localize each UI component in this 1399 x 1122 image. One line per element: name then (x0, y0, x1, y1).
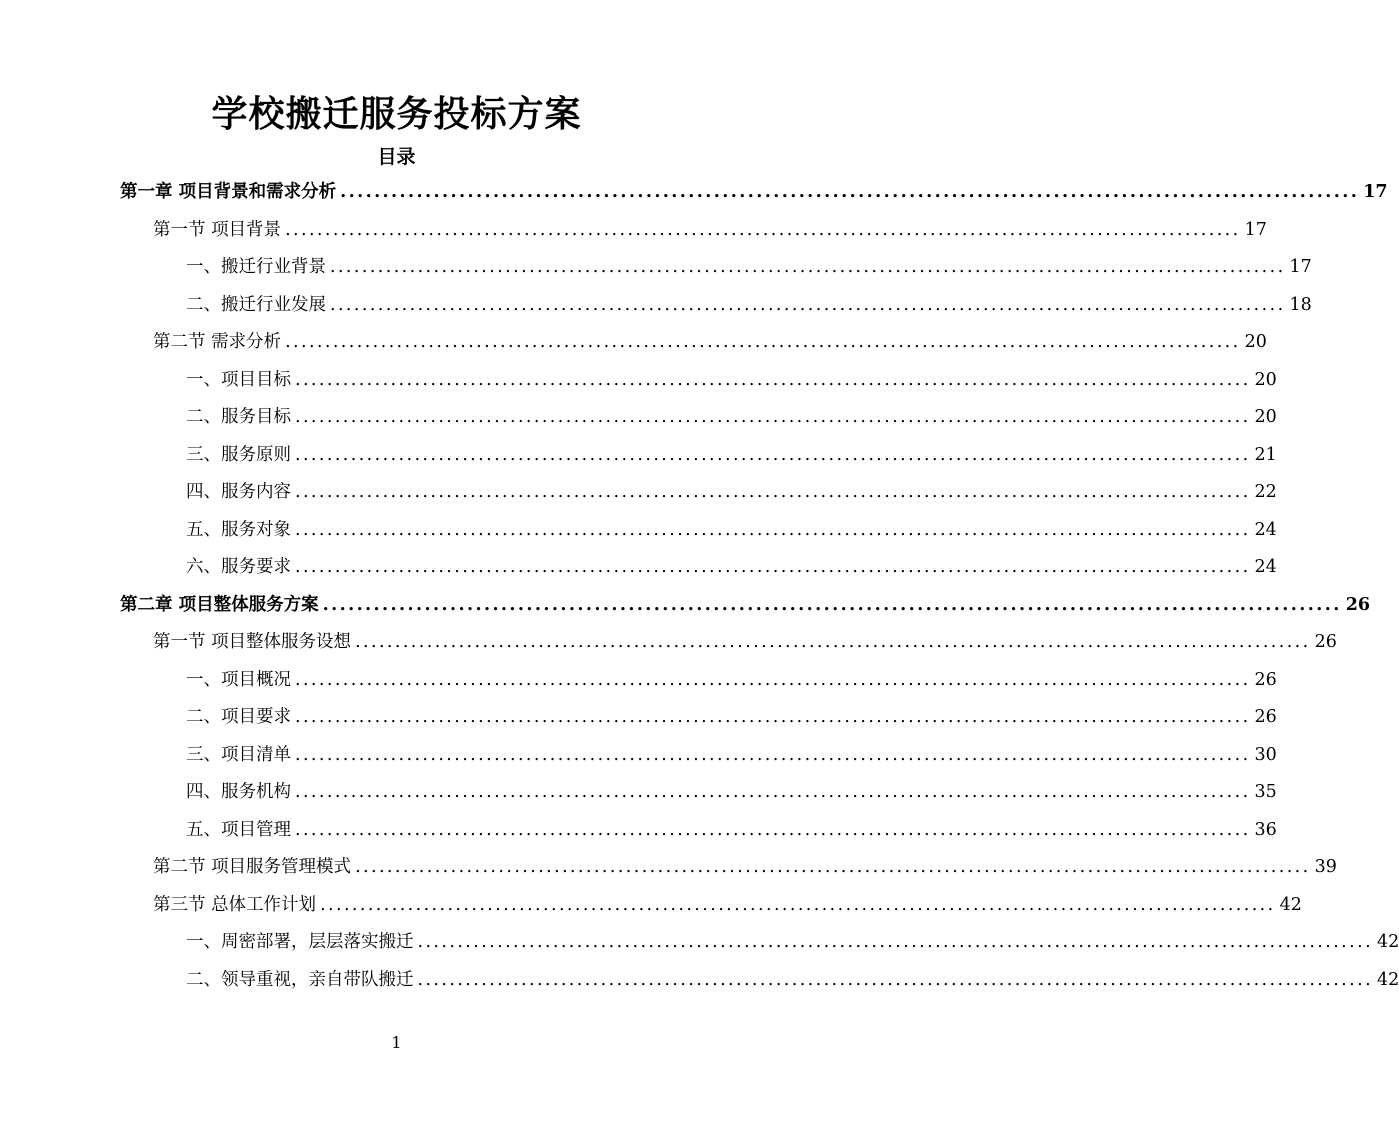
toc-leader-dots: ........................................................................................................................ (322, 594, 1342, 615)
toc-leader-dots: ........................................................................................................................ (295, 744, 1251, 765)
toc-entry-label: 一、项目目标 (186, 369, 291, 390)
toc-entry-label: 第一节 项目整体服务设想 (153, 632, 352, 652)
toc-entry[interactable] (0, 549, 1277, 586)
toc-entry[interactable] (0, 512, 1277, 549)
toc-leader-dots: ........................................................................................................................ (340, 182, 1360, 202)
toc-entry-page: 42 (1279, 894, 1302, 915)
toc-entry-page: 26 (1345, 594, 1371, 615)
toc-entry-label: 第一节 项目背景 (153, 219, 282, 240)
toc-entry[interactable] (0, 437, 1277, 474)
toc-entry[interactable] (0, 324, 1267, 361)
toc-entry-label: 二、领导重视，亲自带队搬迁 (186, 969, 414, 990)
toc-entry[interactable] (0, 924, 1399, 961)
toc-entry-label: 四、服务机构 (186, 782, 291, 802)
toc-entry-label: 二、项目要求 (186, 707, 291, 727)
toc-entry-page: 30 (1254, 744, 1277, 765)
toc-leader-dots: ........................................................................................................................ (330, 257, 1286, 277)
toc-entry-page: 20 (1254, 407, 1277, 427)
toc-entry-label: 第二章 项目整体服务方案 (120, 594, 319, 615)
toc-entry-label: 五、项目管理 (186, 819, 291, 840)
toc-heading: 目录 (377, 146, 416, 168)
toc-entry-label: 二、搬迁行业发展 (186, 294, 326, 315)
toc-entry[interactable] (0, 812, 1277, 849)
toc-entry[interactable] (0, 212, 1267, 249)
toc-entry[interactable] (0, 287, 1312, 324)
toc-leader-dots: ........................................................................................................................ (295, 557, 1251, 577)
toc-entry-page: 24 (1254, 557, 1277, 577)
toc-entry-label: 第三节 总体工作计划 (153, 894, 317, 915)
toc-entry-page: 17 (1244, 219, 1267, 240)
toc-entry[interactable] (0, 662, 1277, 699)
toc-leader-dots: ........................................................................................................................ (295, 369, 1251, 390)
toc-entry[interactable] (0, 399, 1277, 436)
toc-entry-page: 22 (1254, 482, 1277, 502)
toc-entry-label: 第一章 项目背景和需求分析 (120, 182, 337, 202)
toc-entry[interactable] (0, 737, 1277, 774)
toc-entry-page: 20 (1254, 369, 1277, 390)
toc-entry-page: 24 (1254, 519, 1277, 540)
toc-leader-dots: ........................................................................................................................ (295, 482, 1251, 502)
toc-entry-label: 第二节 项目服务管理模式 (153, 857, 352, 877)
toc-entry[interactable] (0, 887, 1302, 924)
toc-entry-page: 26 (1254, 669, 1277, 690)
toc-entry-page: 36 (1254, 819, 1277, 840)
toc-entry[interactable] (0, 849, 1337, 886)
toc-entry-label: 六、服务要求 (186, 557, 291, 577)
toc-entry-page: 18 (1289, 294, 1312, 315)
toc-leader-dots: ........................................................................................................................ (285, 219, 1241, 240)
toc-entry-label: 三、项目清单 (186, 744, 291, 765)
toc-leader-dots: ........................................................................................................................ (295, 669, 1251, 690)
toc-entry-label: 一、搬迁行业背景 (186, 257, 326, 277)
toc-entry-page: 17 (1289, 257, 1312, 277)
toc-leader-dots: ........................................................................................................................ (295, 782, 1251, 802)
toc-entry-page: 20 (1244, 332, 1267, 352)
toc-entry-label: 三、服务原则 (186, 444, 291, 465)
toc-leader-dots: ........................................................................................................................ (320, 894, 1276, 915)
toc-entry-label: 一、周密部署，层层落实搬迁 (186, 932, 414, 952)
toc-entry[interactable] (0, 587, 1371, 624)
toc-entry[interactable] (0, 624, 1337, 661)
toc-leader-dots: ........................................................................................................................ (295, 707, 1251, 727)
page-number: 1 (391, 1033, 402, 1052)
toc-entry-label: 五、服务对象 (186, 519, 291, 540)
toc-entry-label: 四、服务内容 (186, 482, 291, 502)
toc-entry-page: 35 (1254, 782, 1277, 802)
toc-leader-dots: ........................................................................................................................ (417, 969, 1374, 990)
toc-leader-dots: ........................................................................................................................ (295, 519, 1251, 540)
toc-entry-label: 第二节 需求分析 (153, 332, 282, 352)
toc-entry[interactable] (0, 962, 1399, 999)
toc-entry-page: 39 (1314, 857, 1337, 877)
toc-entry[interactable] (0, 474, 1277, 511)
toc-leader-dots: ........................................................................................................................ (295, 819, 1251, 840)
toc-leader-dots: ........................................................................................................................ (417, 932, 1374, 952)
toc-entry[interactable] (0, 362, 1277, 399)
toc-entry-page: 26 (1254, 707, 1277, 727)
toc-entry[interactable] (0, 699, 1277, 736)
toc-entry[interactable] (0, 249, 1312, 286)
toc-leader-dots: ........................................................................................................................ (285, 332, 1241, 352)
toc-entry-page: 26 (1314, 632, 1337, 652)
toc-entry[interactable] (0, 174, 1388, 211)
document-title: 学校搬迁服务投标方案 (211, 93, 582, 135)
toc-entry-page: 17 (1363, 182, 1388, 202)
toc-entry[interactable] (0, 774, 1277, 811)
toc-entry-page: 21 (1254, 444, 1277, 465)
toc-entry-page: 42 (1377, 932, 1399, 952)
toc-leader-dots: ........................................................................................................................ (295, 444, 1251, 465)
toc-entry-page: 42 (1377, 969, 1399, 990)
toc-leader-dots: ........................................................................................................................ (295, 407, 1251, 427)
toc-leader-dots: ........................................................................................................................ (330, 294, 1286, 315)
toc-leader-dots: ........................................................................................................................ (355, 857, 1311, 877)
toc-leader-dots: ........................................................................................................................ (355, 632, 1311, 652)
toc-entry-label: 一、项目概况 (186, 669, 291, 690)
toc-entry-label: 二、服务目标 (186, 407, 291, 427)
